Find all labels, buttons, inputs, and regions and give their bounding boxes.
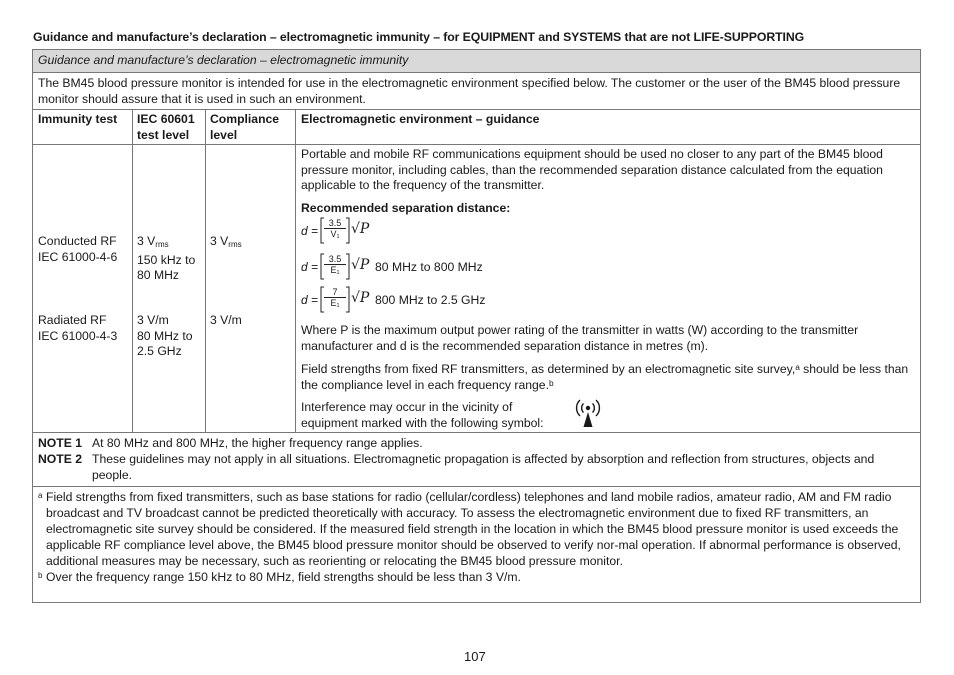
conducted-rf-test-level [137, 234, 203, 284]
page-title: Guidance and manufacture’s declaration – electromagnetic immunity – for EQUIPMENT and SYSTEMS that are not LIFE-SUPPORTING [33, 30, 805, 44]
fraction-numerator: 3.5 [324, 218, 346, 229]
footnote-mark: a [38, 491, 43, 500]
header-compliance-level: Compliance level [210, 112, 280, 142]
section-sub-header: Guidance and manufacture’s declaration – electromagnetic immunity [32, 49, 921, 72]
intro-text: The BM45 blood pressure monitor is intended for use in the electromagnetic environment specified below. The customer or the user of the BM45 blood pressure monitor should assure that it is used in such an environment. [32, 72, 921, 110]
radiated-rf-compliance: 3 V/m [210, 313, 242, 327]
non-ionizing-radiation-icon [571, 397, 605, 429]
table-divider [205, 110, 206, 432]
note-item [38, 435, 915, 451]
bracket-icon [320, 286, 350, 314]
table-divider [295, 110, 296, 432]
notes-section [32, 432, 921, 486]
fraction-denominator: V₁ [330, 229, 340, 239]
formula-1 [301, 224, 318, 238]
table-divider [132, 110, 133, 432]
radiated-level-value: 3 V/m [137, 313, 169, 327]
conducted-rf-compliance [210, 234, 292, 253]
note-text: At 80 MHz and 800 MHz, the higher frequency range applies. [92, 436, 423, 450]
radiated-rf-label: Radiated RF [38, 313, 107, 327]
formula-3 [301, 293, 318, 307]
note-item [38, 451, 915, 483]
footnote-text: Field strengths from fixed transmitters, such as base stations for radio (cellular/cordless) telephones and land mobile radios, amateur radio, AM and FM radio broadcast and TV broadcast cannot be predicted theoretically with accuracy. To assess the electromagnetic environment due to fixed RF transmitters, an electromagnetic site survey should be considered. If the measured field strength in the location in which the BM45 blood pressure monitor is used exceeds the applicable RF compliance level above, the BM45 blood pressure monitor should be observed to verify nor-mal operation. If abnormal performance is observed, additional measures may be necessary, such as reorienting or relocating the BM45 blood pressure monitor. [46, 490, 901, 568]
conducted-rf-standard: IEC 61000-4-6 [38, 249, 118, 264]
bracket-icon [320, 217, 350, 245]
bracket-icon [320, 253, 350, 281]
header-immunity-test: Immunity test [38, 112, 118, 126]
footnote-text: Over the frequency range 150 kHz to 80 MHz, field strengths should be less than 3 V/m. [46, 570, 521, 584]
formula-2 [301, 260, 318, 274]
note-text: These guidelines may not apply in all situations. Electromagnetic propagation is affected by absorption and reflection from structures, objects and people. [92, 452, 875, 482]
fraction-numerator: 3.5 [324, 254, 346, 265]
conducted-compliance-value: 3 V [210, 234, 229, 248]
conducted-rf-label: Conducted RF [38, 234, 117, 248]
page-number: 107 [464, 649, 486, 664]
formula-lhs: d = [301, 260, 319, 274]
footnotes-section [32, 486, 921, 603]
separation-heading: Recommended separation distance: [301, 201, 511, 215]
header-test-level: IEC 60601 test level [137, 112, 195, 142]
footnote-mark: b [38, 571, 43, 580]
footnote-item [38, 489, 915, 569]
interference-line-2: equipment marked with the following symbol: [301, 415, 544, 430]
interference-line-1: Interference may occur in the vicinity of [301, 400, 513, 414]
formula-lhs: d = [301, 224, 319, 238]
formula-2-range: 80 MHz to 800 MHz [375, 260, 483, 274]
conducted-rf-test [38, 234, 130, 265]
fraction-numerator: 7 [324, 287, 346, 298]
formula-lhs: d = [301, 293, 319, 307]
square-root-p: √P [351, 290, 370, 306]
fraction-denominator: E₁ [330, 265, 340, 275]
formula-3-range: 800 MHz to 2.5 GHz [375, 293, 486, 307]
square-root-p: √P [351, 221, 370, 237]
radiated-rf-test [38, 313, 130, 344]
square-root-p: √P [351, 257, 370, 273]
note-label: NOTE 2 [38, 452, 83, 466]
where-text: Where P is the maximum output power rating of the transmitter in watts (W) according to the transmitter manufacturer and d is the recommended separation distance in metres (m). [301, 323, 859, 353]
rms-subscript: rms [228, 240, 242, 249]
conducted-level-range: 150 kHz to 80 MHz [137, 252, 196, 282]
interference-text [301, 400, 581, 431]
table-header-divider [33, 144, 920, 145]
radiated-rf-standard: IEC 61000-4-3 [38, 328, 118, 343]
header-guidance: Electromagnetic environment – guidance [301, 112, 540, 126]
conducted-level-value: 3 V [137, 234, 156, 248]
footnote-item [38, 569, 915, 585]
guidance-intro: Portable and mobile RF communications equipment should be used no closer to any part of the BM45 blood pressure monitor, including cables, than the recommended separation distance calculated from the equation applicable to the frequency of the transmitter. [301, 147, 883, 192]
field-strength-text: Field strengths from fixed RF transmitters, as determined by an electromagnetic site survey,ᵃ should be less than the compliance level in each frequency range.ᵇ [301, 362, 909, 392]
fraction-denominator: E₁ [330, 298, 340, 308]
radiated-level-range: 80 MHz to 2.5 GHz [137, 328, 193, 358]
immunity-table [32, 109, 921, 433]
note-label: NOTE 1 [38, 436, 83, 450]
rms-subscript: rms [155, 240, 169, 249]
radiated-rf-test-level [137, 313, 203, 360]
